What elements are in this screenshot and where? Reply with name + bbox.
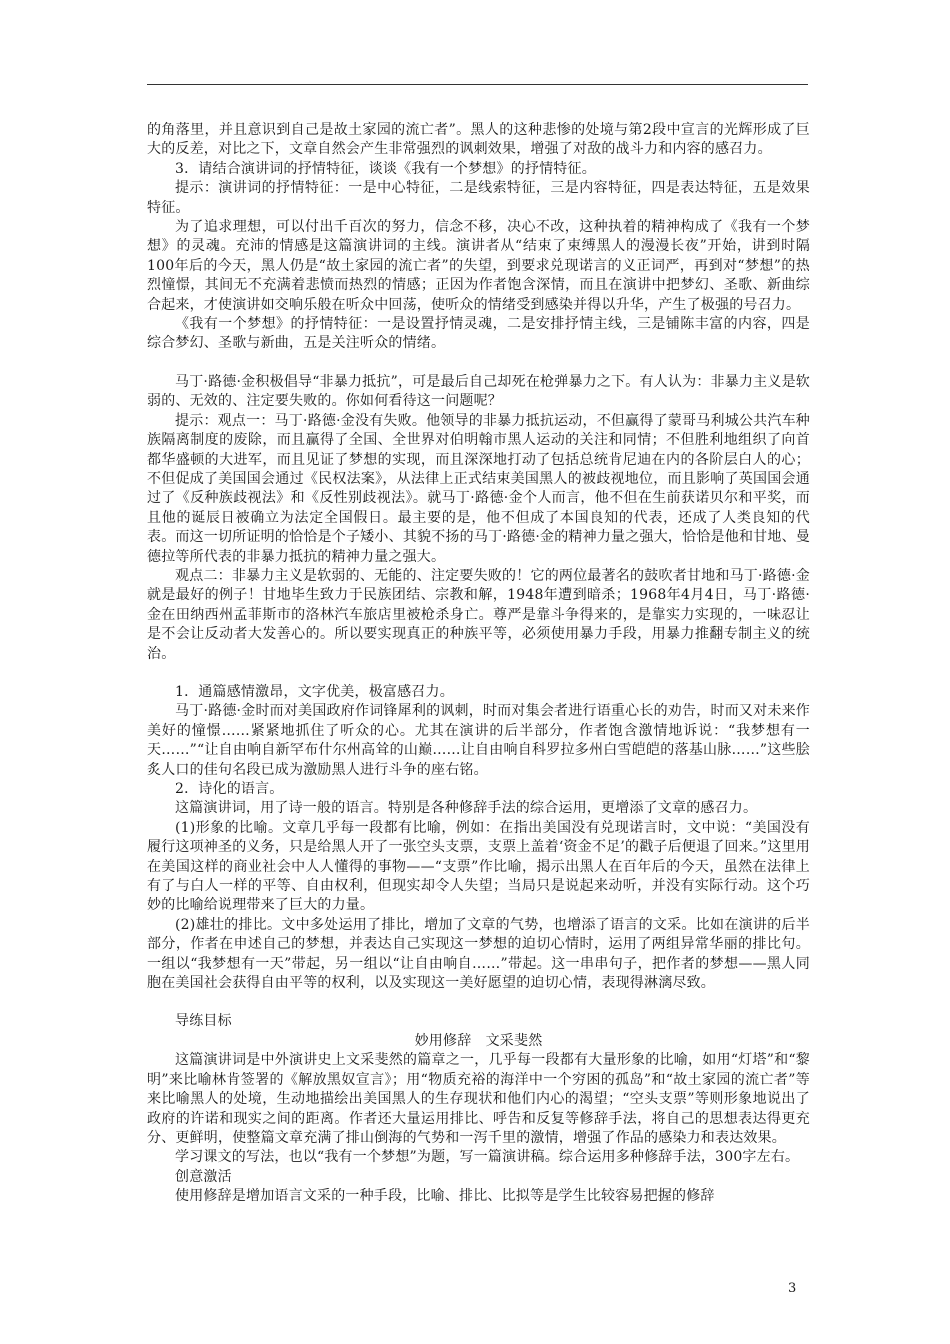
- header-rule: [147, 84, 808, 85]
- paragraph-gap: [147, 993, 810, 1012]
- paragraph: 为了追求理想，可以付出千百次的努力，信念不移，决心不改，这种执着的精神构成了《我有一个梦想》的灵魂。充沛的情感是这篇演讲词的主线。演讲者从“结束了束缚黑人的漫漫长夜”开始，讲到时隔100年后的今天，黑人仍是“故土家园的流亡者”的失望，到要求兑现诺言的义正词严，再到对“梦想”的热烈憧憬，其间无不充满着悲愤而热烈的情感；正因为作者饱含深情，而且在演讲中把梦幻、圣歌、新曲综合起来，才使演讲如交响乐般在听众中回荡，使听众的情绪受到感染并得以升华，产生了极强的号召力。: [147, 219, 810, 313]
- paragraph: (1)形象的比喻。文章几乎每一段都有比喻，例如：在指出美国没有兑现诺言时，文中说：“美国没有履行这项神圣的义务，只是给黑人开了一张空头支票，支票上盖着‘资金不足’的戳子后便退了回来。”这里用在美国这样的商业社会中人人懂得的事物——“支票”作比喻，揭示出黑人在百年后的今天，虽然在法律上有了与白人一样的平等、自由权利，但现实却令人失望；当局只是说起来动听，并没有实际行动。这个巧妙的比喻给说理带来了巨大的力量。: [147, 819, 810, 914]
- page-number: 3: [788, 1281, 797, 1296]
- paragraph: 马丁·路德·金时而对美国政府作词锋犀利的讽刺，时而对集会者进行语重心长的劝告，时而又对未来作美好的憧憬……紧紧地抓住了听众的心。尤其在演讲的后半部分，作者饱含激情地诉说：“我梦想有一天……”“让自由响自新罕布什尔州高耸的山巅……让自由响自科罗拉多州白雪皑皑的落基山脉……”这些脍炙人口的佳句名段已成为激励黑人进行斗争的座右铭。: [147, 703, 810, 778]
- paragraph: 这篇演讲词，用了诗一般的语言。特别是各种修辞手法的综合运用，更增添了文章的感召力。: [175, 800, 758, 817]
- paragraph: 马丁·路德·金积极倡导“非暴力抵抗”，可是最后自己却死在枪弹暴力之下。有人认为：非暴力主义是软弱的、无效的、注定要失败的。你如何看待这一问题呢？: [147, 373, 810, 410]
- paragraph: 学习课文的写法，也以“我有一个梦想”为题，写一篇演讲稿。综合运用多种修辞手法，300字左右。: [175, 1149, 800, 1166]
- paragraph-gap: [147, 354, 810, 373]
- paragraph: 的角落里，并且意识到自己是故土家园的流亡者”。黑人的这种悲惨的处境与第2段中宣言的光辉形成了巨大的反差，对比之下，文章自然会产生非常强烈的讽刺效果，增强了对敌的战斗力和内容的感召力。: [147, 122, 810, 158]
- paragraph-gap: [147, 664, 810, 683]
- paragraph: 观点二：非暴力主义是软弱的、无能的、注定要失败的！它的两位最著名的鼓吹者甘地和马丁·路德·金就是最好的例子！甘地毕生致力于民族团结、宗教和解，1948年遭到暗杀；1968年4月4日，马丁·路德·金在田纳西州孟菲斯市的洛林汽车旅店里被枪杀身亡。尊严是靠斗争得来的，是靠实力实现的，一味忍让是不会让反动者大发善心的。所以要实现真正的种族平等，必须使用暴力手段，用暴力推翻专制主义的统治。: [147, 567, 810, 662]
- paragraph: 这篇演讲词是中外演讲史上文采斐然的篇章之一，几乎每一段都有大量形象的比喻，如用“灯塔”和“黎明”来比喻林肯签署的《解放黑奴宣言》；用“物质充裕的海洋中一个穷困的孤岛”和“故土家园的流亡者”等来比喻黑人的处境，生动地描绘出美国黑人的生存现状和他们内心的渴望；“空头支票”等则形象地说出了政府的许诺和现实之间的距离。作者还大量运用排比、呼告和反复等修辞手法，将自己的思想表达得更充分、更鲜明，使整篇文章充满了排山倒海的气势和一泻千里的激情，增强了作品的感染力和表达效果。: [147, 1052, 810, 1146]
- paragraph: 提示：观点一：马丁·路德·金没有失败。他领导的非暴力抵抗运动，不但赢得了蒙哥马利城公共汽车种族隔离制度的废除，而且赢得了全国、全世界对伯明翰市黑人运动的关注和同情；不但胜利地组织了向首都华盛顿的大进军，而且见证了梦想的实现，而且深深地打动了包括总统肯尼迪在内的各阶层白人的心；不但促成了美国国会通过《民权法案》，从法律上正式结束美国黑人的被歧视地位，而且影响了英国国会通过了《反种族歧视法》和《反性别歧视法》。就马丁·路德·金个人而言，他不但在生前获诺贝尔和平奖，而且他的诞辰日被确立为法定全国假日。最主要的是，他不但成了本国良知的代表，还成了人类良知的代表。而这一切所证明的恰恰是个子矮小、其貌不扬的马丁·路德·金的精神力量之强大，恰恰是他和甘地、曼德拉等所代表的非暴力抵抗的精神力量之强大。: [147, 412, 810, 565]
- paragraph: 2．诗化的语言。: [175, 781, 284, 797]
- paragraph: (2)雄壮的排比。文中多处运用了排比，增加了文章的气势，也增添了语言的文采。比如在演讲的后半部分，作者在申述自己的梦想，并表达自己实现这一梦想的迫切心情时，运用了两组异常华丽的排比句。一组以“我梦想有一天”带起，另一组以“让自由响自……”带起。这一串串句子，把作者的梦想——黑人同胞在美国社会获得自由平等的权利，以及实现这一美好愿望的迫切心情，表现得淋漓尽致。: [147, 916, 810, 992]
- paragraph: 导练目标: [175, 1013, 232, 1030]
- paragraph: 使用修辞是增加语言文采的一种手段，比喻、排比、比拟等是学生比较容易把握的修辞: [175, 1188, 715, 1205]
- paragraph: 创意激活: [175, 1168, 232, 1185]
- paragraph: 提示：演讲词的抒情特征：一是中心特征，二是线索特征，三是内容特征，四是表达特征，五是效果特征。: [147, 180, 810, 216]
- paragraph: 《我有一个梦想》的抒情特征：一是设置抒情灵魂，二是安排抒情主线，三是铺陈丰富的内容，四是综合梦幻、圣歌与新曲，五是关注听众的情绪。: [147, 316, 810, 352]
- section-heading: 妙用修辞 文采斐然: [414, 1032, 543, 1049]
- document-body: [147, 121, 810, 1207]
- paragraph: 3．请结合演讲词的抒情特征，谈谈《我有一个梦想》的抒情特征。: [175, 160, 596, 177]
- paragraph: 1．通篇感情激昂，文字优美，极富感召力。: [175, 683, 454, 700]
